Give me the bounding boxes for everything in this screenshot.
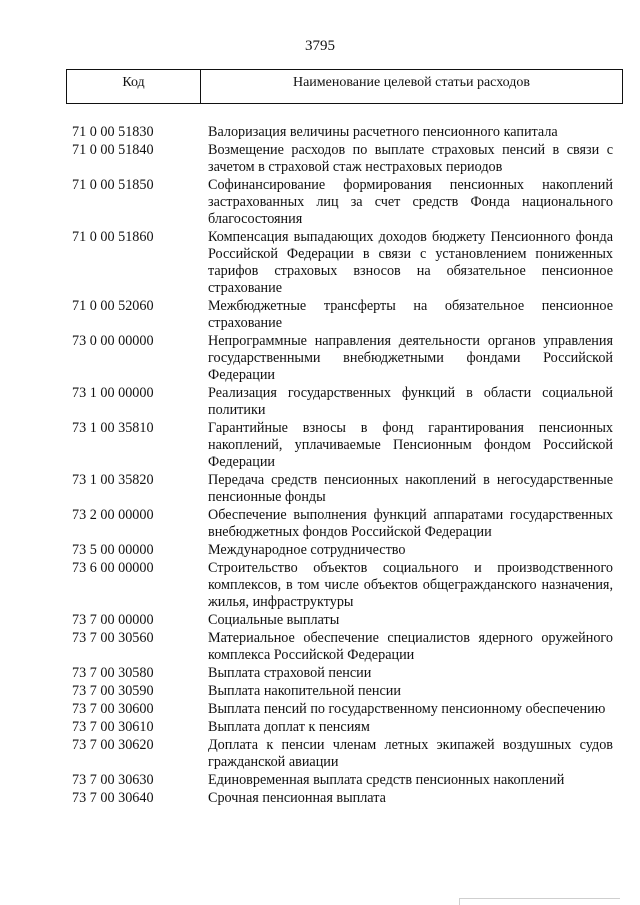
row-code: 71 0 00 51840 <box>72 142 154 158</box>
table-row <box>0 790 640 807</box>
row-code: 73 7 00 30610 <box>72 719 154 735</box>
row-name: Гарантийные взносы в фонд гарантирования пенсионных накоплений, уплачиваемые Пенсионным фондом Российской Федерации <box>208 420 613 470</box>
table-row <box>0 420 640 471</box>
table-row <box>0 142 640 176</box>
row-name: Социальные выплаты <box>208 612 340 628</box>
table-row <box>0 772 640 789</box>
row-code: 71 0 00 51850 <box>72 177 154 193</box>
row-code: 73 7 00 30640 <box>72 790 154 806</box>
row-name: Выплата накопительной пенсии <box>208 683 401 699</box>
row-code: 73 7 00 00000 <box>72 612 154 628</box>
row-code: 73 7 00 30580 <box>72 665 154 681</box>
table-row <box>0 542 640 559</box>
table-row <box>0 612 640 629</box>
row-code: 73 1 00 35810 <box>72 420 154 436</box>
row-name: Межбюджетные трансферты на обязательное пенсионное страхование <box>208 298 613 331</box>
row-name: Срочная пенсионная выплата <box>208 790 386 806</box>
row-name: Непрограммные направления деятельности органов управления государственными внебюджетными фондами Российской Федерации <box>208 333 613 383</box>
row-code: 73 1 00 35820 <box>72 472 154 488</box>
table-header <box>66 69 623 104</box>
page-number: 3795 <box>305 38 335 54</box>
table-row <box>0 719 640 736</box>
table-row <box>0 385 640 419</box>
row-name: Передача средств пенсионных накоплений в негосударственные пенсионные фонды <box>208 472 613 505</box>
row-name: Доплата к пенсии членам летных экипажей воздушных судов гражданской авиации <box>208 737 613 770</box>
table-row <box>0 333 640 384</box>
row-code: 73 5 00 00000 <box>72 542 154 558</box>
row-name: Единовременная выплата средств пенсионных накоплений <box>208 772 565 788</box>
row-code: 73 0 00 00000 <box>72 333 154 349</box>
row-code: 73 7 00 30600 <box>72 701 154 717</box>
row-code: 73 2 00 00000 <box>72 507 154 523</box>
table-row <box>0 124 640 141</box>
row-name: Валоризация величины расчетного пенсионного капитала <box>208 124 558 140</box>
table-row <box>0 177 640 228</box>
row-code: 71 0 00 51860 <box>72 229 154 245</box>
row-name: Реализация государственных функций в области социальной политики <box>208 385 613 418</box>
row-name: Международное сотрудничество <box>208 542 406 558</box>
row-code: 73 7 00 30620 <box>72 737 154 753</box>
row-code: 73 1 00 00000 <box>72 385 154 401</box>
table-row <box>0 737 640 771</box>
table-body <box>0 124 640 808</box>
table-row <box>0 507 640 541</box>
table-row <box>0 665 640 682</box>
row-name: Выплата доплат к пенсиям <box>208 719 370 735</box>
table-row <box>0 701 640 718</box>
row-code: 73 7 00 30630 <box>72 772 154 788</box>
row-code: 73 7 00 30560 <box>72 630 154 646</box>
header-code-column: Код <box>67 70 201 103</box>
row-name: Обеспечение выполнения функций аппаратами государственных внебюджетных фондов Российской Федерации <box>208 507 613 540</box>
row-name: Выплата пенсий по государственному пенсионному обеспечению <box>208 701 606 717</box>
header-name-column: Наименование целевой статьи расходов <box>292 75 531 90</box>
table-row <box>0 298 640 332</box>
table-row <box>0 630 640 664</box>
table-row <box>0 229 640 297</box>
scan-edge-mark <box>459 898 620 905</box>
table-row <box>0 472 640 506</box>
row-name: Строительство объектов социального и производственного комплексов, в том числе объектов общегражданского назначения, жилья, инфраструктуры <box>208 560 613 610</box>
row-name: Материальное обеспечение специалистов ядерного оружейного комплекса Российской Федерации <box>208 630 613 663</box>
row-code: 73 7 00 30590 <box>72 683 154 699</box>
row-code: 71 0 00 51830 <box>72 124 154 140</box>
row-code: 71 0 00 52060 <box>72 298 154 314</box>
row-name: Компенсация выпадающих доходов бюджету Пенсионного фонда Российской Федерации в связи с установлением пониженных тарифов страховых взносов на обязательное пенсионное страхование <box>208 229 613 296</box>
table-row <box>0 560 640 611</box>
table-row <box>0 683 640 700</box>
row-name: Возмещение расходов по выплате страховых пенсий в связи с зачетом в страховой стаж нестраховых периодов <box>208 142 613 175</box>
row-code: 73 6 00 00000 <box>72 560 154 576</box>
row-name: Софинансирование формирования пенсионных накоплений застрахованных лиц за счет средств Фонда национального благосостояния <box>208 177 613 227</box>
row-name: Выплата страховой пенсии <box>208 665 372 681</box>
